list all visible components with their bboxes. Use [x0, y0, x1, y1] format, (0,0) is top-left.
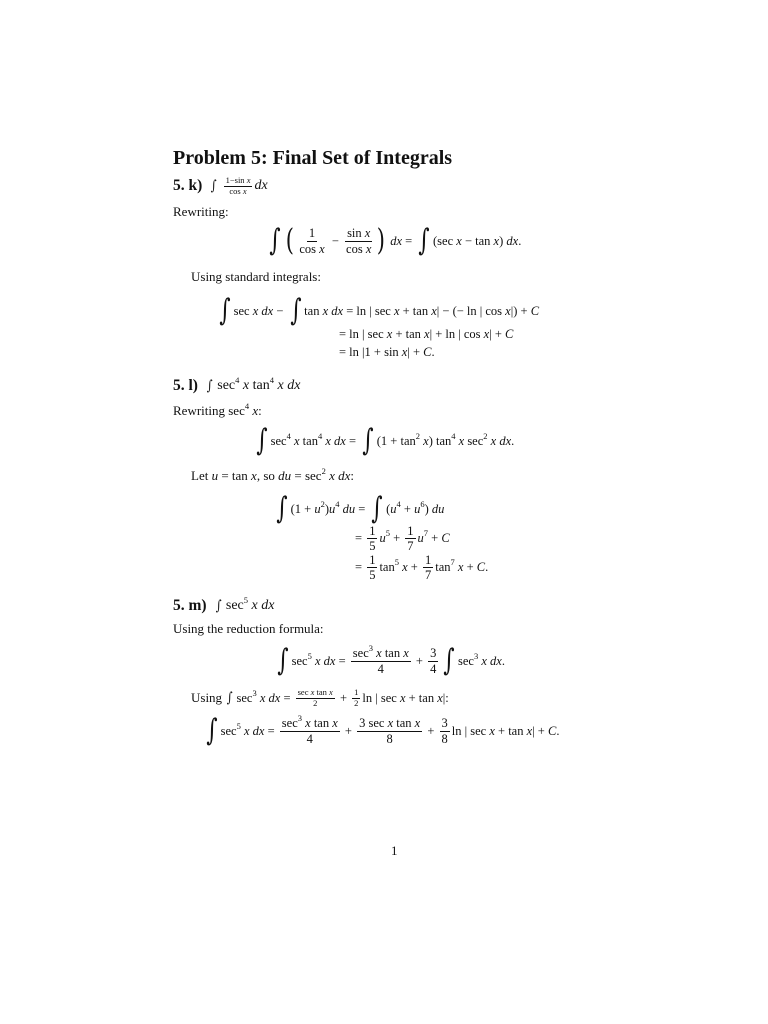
part-l-equation-3: = $\frac{1}{5}$ $u^5$ + $\frac{1}{7}$ $u^7 + C$: [355, 524, 450, 554]
page-number: 1: [391, 843, 398, 858]
part-l-equation-1: ∫ $\sec^4 x$ $\tan^4 x$ dx = ∫ $(1 + \tan^2 x)$ $\tan^4 x$ $\sec^2 x$ dx.: [256, 423, 515, 458]
part-k-heading: 5. k) ∫ $\frac{\text{1−sin x}}{\text{cos x}}$ dx: [173, 175, 268, 196]
part-l-heading: 5. l) ∫ $\sec^4 x$ $\tan^4 x$ dx: [173, 375, 301, 394]
part-m-using-reduction-text: Using the reduction formula:: [173, 621, 324, 636]
part-k-rewriting-text: Rewriting:: [173, 204, 229, 219]
part-k-label: 5. k): [173, 177, 203, 195]
part-l-let-label: Let: [191, 468, 209, 483]
part-m-using-label: Using: [191, 690, 223, 706]
part-m-heading: 5. m) ∫ $\sec^5 x$ dx: [173, 595, 275, 614]
part-l-equation-4: = $\frac{1}{5}$ $\tan^5 x$ + $\frac{1}{7}$ $\tan^7 x + C$.: [355, 553, 489, 583]
part-k-integrand-fraction: $\frac{\text{1−sin x}}{\text{cos x}}$: [225, 175, 251, 196]
part-m-using-text: Using ∫ $\sec^3 x$ dx = $\frac{\text{sec x tan x}}{2}$ + $\frac{1}{2}$ ln | sec x + tan x|:: [191, 687, 449, 708]
page-title: Problem 5: Final Set of Integrals: [173, 147, 453, 169]
part-l-equation-2: ∫ $(1 + u^2)u^4$ du = ∫ $(u^4 + u^6)$ du: [276, 491, 445, 526]
part-k-equation-1: ∫ ( $\frac{1}{\text{cos x}}$ − $\frac{\text{sin x}}{\text{cos x}}$ ) dx = ∫ (sec x − tan x) dx.: [269, 223, 522, 258]
part-l-let-text: Let u = tan x, so du = $\sec^2 x$ dx:: [191, 466, 354, 483]
part-k-equation-4: = ln |1 + sin x| + C.: [339, 345, 435, 359]
part-k-equation-2: ∫ sec x dx − ∫ tan x dx = ln | sec x + tan x| − (− ln | cos x|) + C: [219, 293, 540, 328]
part-l-label: 5. l): [173, 377, 198, 394]
part-l-rewriting-text: Rewriting $\sec^4 x$:: [173, 401, 262, 418]
part-k-equation-3: = ln | sec x + tan x| + ln | cos x| + C: [339, 327, 514, 341]
part-k-using-standard-text: Using standard integrals:: [191, 269, 321, 284]
part-l-rewriting-label: Rewriting sec: [173, 403, 245, 418]
part-m-equation-1: ∫ $\sec^5 x$ dx = $\frac{\sec^3 x \tan x}{4}$ + $\frac{3}{4}$ ∫ $\sec^3 x$ dx.: [277, 643, 505, 678]
part-m-equation-2: ∫ $\sec^5 x$ dx = $\frac{\sec^3 x \tan x}{4}$ + $\frac{\text{3 sec x tan x}}{8}$ + $\frac{3}{8}$ ln | sec x + tan x| + C.: [206, 713, 560, 748]
part-m-label: 5. m): [173, 597, 207, 614]
